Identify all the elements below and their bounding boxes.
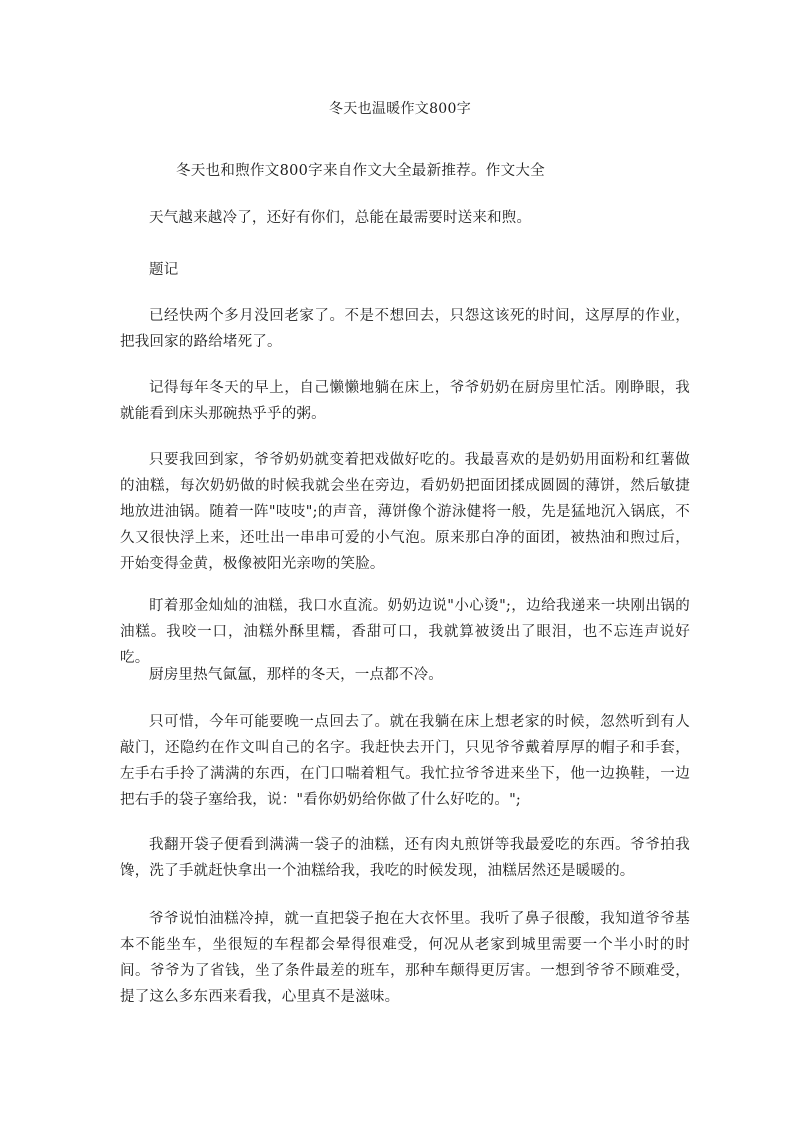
paragraph-2: 记得每年冬天的早上，自己懒懒地躺在床上，爷爷奶奶在厨房里忙活。刚睁眼，我就能看到床头那碗热乎乎的粥。 [120,380,690,422]
paragraph-epigraph: 天气越来越冷了，还好有你们，总能在最需要时送来和煦。 [149,210,532,226]
paragraph-1: 已经快两个多月没回老家了。不是不想回去，只怨这该死的时间，这厚厚的作业，把我回家的路给堵死了。 [120,308,690,350]
paragraph-7: 我翻开袋子便看到满满一袋子的油糕，还有肉丸煎饼等我最爱吃的东西。爷爷拍我馋，洗了手就赶快拿出一个油糕给我，我吃的时候发现，油糕居然还是暖暖的。 [120,837,690,879]
paragraph-6: 只可惜，今年可能要晚一点回去了。就在我躺在床上想老家的时候，忽然听到有人敲门，还隐约在作文叫自己的名字。我赶快去开门，只见爷爷戴着厚厚的帽子和手套，左手右手拎了满满的东西，在门口喘着粗气。我忙拉爷爷进来坐下，他一边换鞋，一边把右手的袋子塞给我，说："看你奶奶给你做了什么好吃的。"; [120,714,690,808]
document-subtitle: 冬天也和煦作文800字来自作文大全最新推荐。作文大全 [176,163,545,179]
paragraph-3: 只要我回到家，爷爷奶奶就变着把戏做好吃的。我最喜欢的是奶奶用面粉和红薯做的油糕，每次奶奶做的时候我就会坐在旁边，看奶奶把面团揉成圆圆的薄饼，然后敏捷地放进油锅。随着一阵"吱吱";的声音，薄饼像个游泳健将一般，先是猛地沉入锅底，不久又很快浮上来，还吐出一串串可爱的小气泡。原来那白净的面团，被热油和煦过后，开始变得金黄，极像被阳光亲吻的笑脸。 [120,452,690,572]
paragraph-5: 厨房里热气氤氲，那样的冬天，一点都不冷。 [149,667,443,683]
paragraph-epigraph-note: 题记 [149,262,179,278]
paragraph-4: 盯着那金灿灿的油糕，我口水直流。奶奶边说"小心烫";，边给我递来一块刚出锅的油糕。我咬一口，油糕外酥里糯，香甜可口，我就算被烫出了眼泪，也不忘连声说好吃。 [120,598,690,666]
paragraph-8: 爷爷说怕油糕冷掉，就一直把袋子抱在大衣怀里。我听了鼻子很酸，我知道爷爷基本不能坐车，坐很短的车程都会晕得很难受，何况从老家到城里需要一个半小时的时间。爷爷为了省钱，坐了条件最差的班车，那种车颠得更厉害。一想到爷爷不顾难受，提了这么多东西来看我，心里真不是滋味。 [120,911,690,1005]
document-title: 冬天也温暖作文800字 [328,101,472,117]
